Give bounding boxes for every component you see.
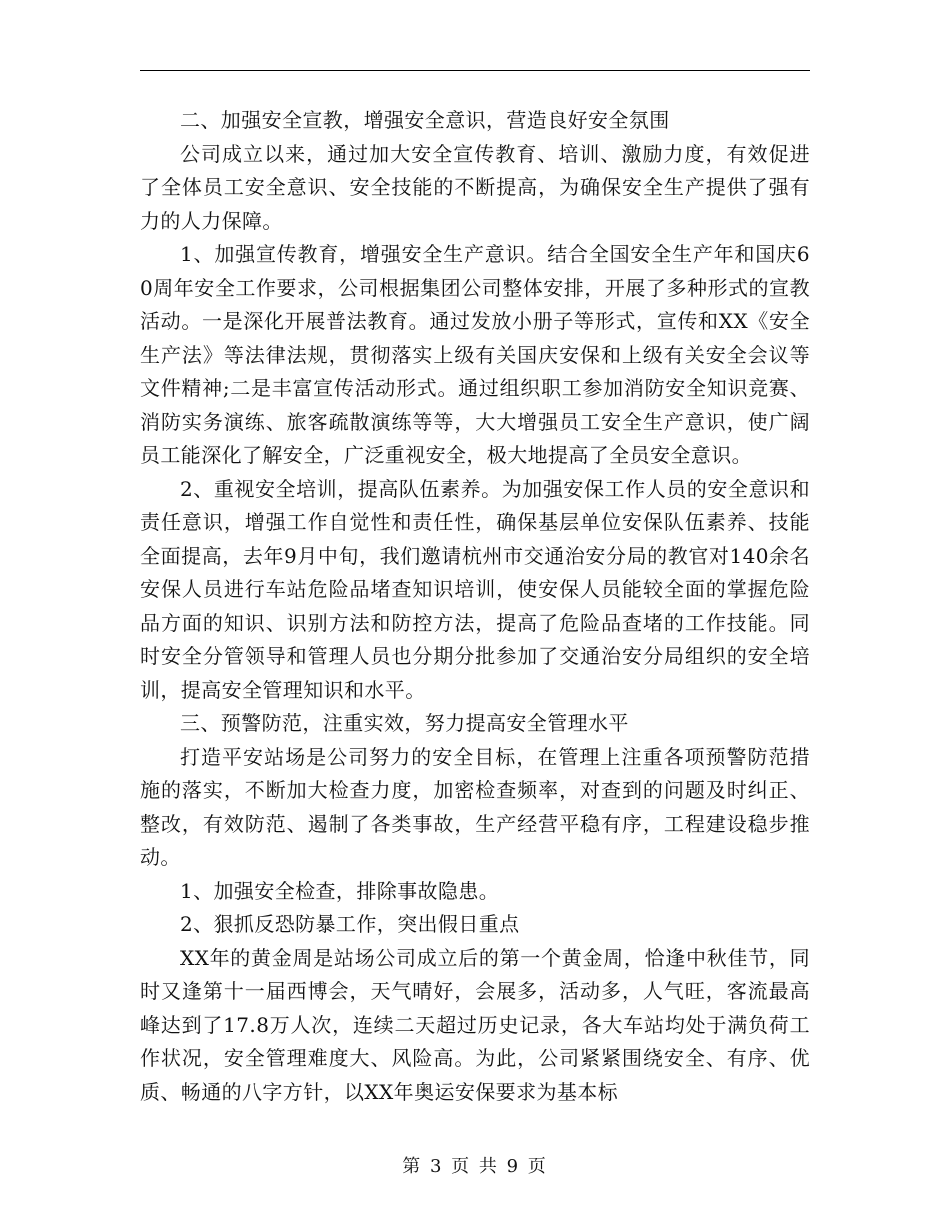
paragraph: 公司成立以来，通过加大安全宣传教育、培训、激励力度，有效促进了全体员工安全意识、安全技能的不断提高，为确保安全生产提供了强有力的人力保障。 xyxy=(140,141,810,233)
subheading: 2、狠抓反恐防暴工作，突出假日重点 xyxy=(180,912,520,936)
header-rule xyxy=(140,70,810,71)
paragraph: 打造平安站场是公司努力的安全目标，在管理上注重各项预警防范措施的落实，不断加大检查力度，加密检查频率，对查到的问题及时纠正、整改，有效防范、遏制了各类事故，生产经营平稳有序，工程建设稳步推动。 xyxy=(140,744,810,869)
page-number: 第 3 页 共 9 页 xyxy=(402,1156,548,1177)
subheading: 1、加强安全检查，排除事故隐患。 xyxy=(180,878,500,903)
paragraph: XX年的黄金周是站场公司成立后的第一个黄金周，恰逢中秋佳节，同时又逢第十一届西博会，天气晴好，会展多，活动多，人气旺，客流最高峰达到了17.8万人次，连续二天超过历史记录，各大车站均处于满负荷工作状况，安全管理难度大、风险高。为此，公司紧紧围绕安全、有序、优质、畅通的八字方针，以XX年奥运安保要求为基本标 xyxy=(140,945,810,1104)
document-body xyxy=(140,104,810,1109)
section-heading-3: 三、预警防范，注重实效，努力提高安全管理水平 xyxy=(180,711,629,735)
section-heading-2: 二、加强安全宣教，增强安全意识，营造良好安全氛围 xyxy=(180,108,670,132)
paragraph: 2、重视安全培训，提高队伍素养。为加强安保工作人员的安全意识和责任意识，增强工作自觉性和责任性，确保基层单位安保队伍素养、技能全面提高，去年9月中旬，我们邀请杭州市交通治安分局的教官对140余名安保人员进行车站危险品堵查知识培训，使安保人员能较全面的掌握危险品方面的知识、识别方法和防控方法，提高了危险品查堵的工作技能。同时安全分管领导和管理人员也分期分批参加了交通治安分局组织的安全培训，提高安全管理知识和水平。 xyxy=(140,476,810,702)
paragraph: 1、加强宣传教育，增强安全生产意识。结合全国安全生产年和国庆60周年安全工作要求，公司根据集团公司整体安排，开展了多种形式的宣教活动。一是深化开展普法教育。通过发放小册子等形式，宣传和XX《安全生产法》等法律法规，贯彻落实上级有关国庆安保和上级有关安全会议等文件精神;二是丰富宣传活动形式。通过组织职工参加消防安全知识竞赛、消防实务演练、旅客疏散演练等等，大大增强员工安全生产意识，使广阔员工能深化了解安全，广泛重视安全，极大地提高了全员安全意识。 xyxy=(140,242,810,467)
